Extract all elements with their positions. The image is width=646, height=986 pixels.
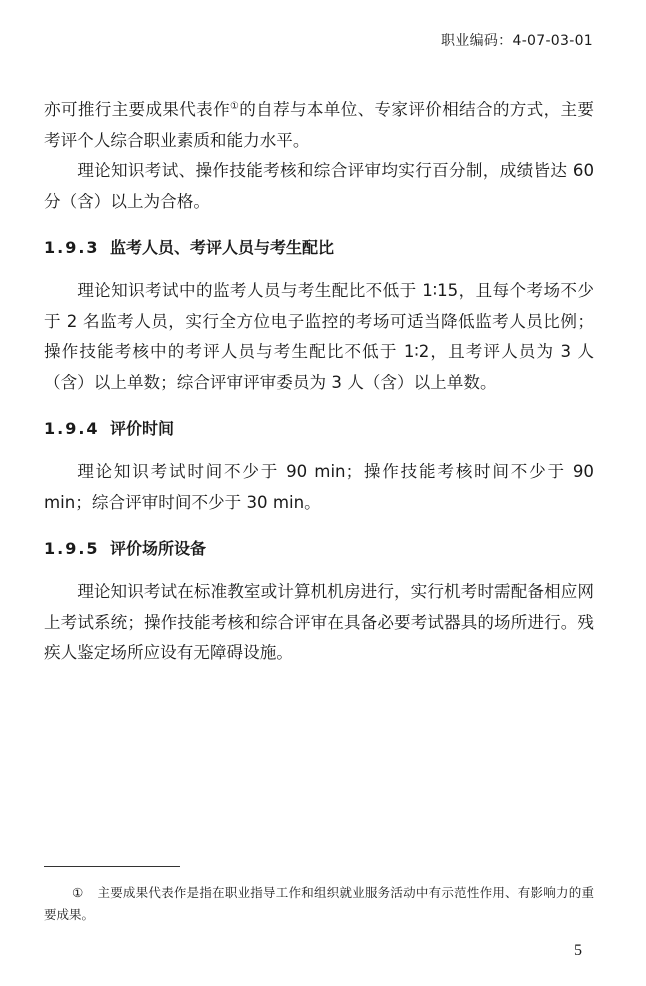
intro-text-end: 的自荐与本单位、专家评价相结合的方式，主要考评个人综合职业素质和能力水平。 <box>44 100 595 150</box>
section-number: 1.9.4 <box>44 419 100 438</box>
grading-paragraph: 理论知识考试、操作技能考核和综合评审均实行百分制，成绩皆达 60 分（含）以上为合格。 <box>44 161 594 211</box>
intro-paragraph <box>44 92 594 156</box>
section-title: 评价时间 <box>110 419 175 438</box>
section-number: 1.9.3 <box>44 238 100 257</box>
section-heading-1-9-3 <box>44 234 594 262</box>
section-title: 评价场所设备 <box>110 539 207 558</box>
footnote-mark: ① <box>72 885 84 900</box>
footnote-text: 主要成果代表作是指在职业指导工作和组织就业服务活动中有示范性作用、有影响力的重要成果。 <box>44 885 594 922</box>
section-title: 监考人员、考评人员与考生配比 <box>110 238 335 257</box>
section-text-1-9-5: 理论知识考试在标准教室或计算机机房进行，实行机考时需配备相应网上考试系统；操作技能考核和综合评审在具备必要考试器具的场所进行。残疾人鉴定场所应设有无障碍设施。 <box>44 582 594 662</box>
section-heading-1-9-5 <box>44 535 594 563</box>
section-text-1-9-3: 理论知识考试中的监考人员与考生配比不低于 1∶15，且每个考场不少于 2 名监考人员，实行全方位电子监控的考场可适当降低监考人员比例；操作技能考核中的考评人员与考生配比不低于 1∶2，且考评人员为 3 人（含）以上单数；综合评审评审委员为 3 人（含）以上单数。 <box>44 281 594 392</box>
intro-text-start: 亦可推行主要成果代表作 <box>44 100 230 119</box>
section-text-1-9-4: 理论知识考试时间不少于 90 min；操作技能考核时间不少于 90 min；综合评审时间不少于 30 min。 <box>44 462 594 512</box>
page-number: 5 <box>574 942 582 959</box>
footnote-reference: ① <box>229 101 240 112</box>
section-number: 1.9.5 <box>44 539 100 558</box>
occupation-code: 职业编码：4-07-03-01 <box>440 33 593 49</box>
section-heading-1-9-4 <box>44 415 594 443</box>
footnote <box>44 882 594 926</box>
footnote-divider <box>44 866 180 867</box>
page-content <box>44 92 594 669</box>
